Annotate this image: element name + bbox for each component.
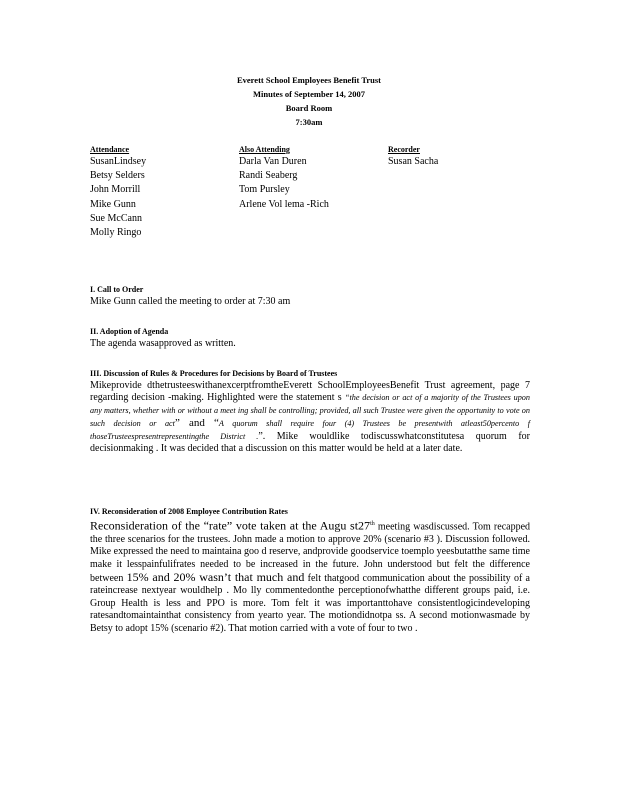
doc-time: 7:30am <box>295 117 323 127</box>
ordinal-suffix: th <box>370 521 375 527</box>
also-attending-heading: Also Attending <box>239 145 290 154</box>
section-body <box>90 518 530 635</box>
section-call-to-order <box>90 284 530 308</box>
attendance-name: Molly Ringo <box>90 227 142 239</box>
also-attending-name: Tom Pursley <box>239 184 290 196</box>
attendance-name: Sue McCann <box>90 212 142 224</box>
section-heading: II. Adoption of Agenda <box>90 327 169 336</box>
doc-location: Board Room <box>285 103 333 113</box>
recorder-name: Susan Sacha <box>388 156 439 167</box>
recorder-column <box>388 144 528 169</box>
also-attending-column <box>239 144 379 212</box>
doc-date: Minutes of September 14, 2007 <box>253 89 365 99</box>
attendance-name: SusanLindsey <box>90 156 147 167</box>
section-contribution-rates <box>90 506 530 635</box>
section-body <box>90 380 530 455</box>
doc-title: Everett School Employees Benefit Trust <box>236 75 381 85</box>
section-text: ”. Mike wouldlike todiscusswhatconstitutesa quorum for decisionmaking . It was decided that a discussion on this matter would be held at a later date. <box>90 430 530 455</box>
attendance-heading: Attendance <box>90 145 130 154</box>
section-heading: IV. Reconsideration of 2008 Employee Contribution Rates <box>90 507 288 516</box>
section-adoption-of-agenda <box>90 326 530 350</box>
also-attending-name: Arlene Vol lema -Rich <box>239 198 329 210</box>
section-body: The agenda wasapproved as written. <box>90 338 236 349</box>
section-text: Mikeprovide dthetrusteeswithanexcerptfromtheEverett SchoolEmployeesBenefit Trust agreement, page 7 regarding decision -making. Highlighted were the statement s <box>90 380 530 404</box>
section-body: Mike Gunn called the meeting to order at 7:30 am <box>90 296 291 307</box>
quote-connector: ” and “ <box>174 417 219 430</box>
trust-quote-quorum: A quorum shall require four (4) Trustees be presentwith atleast50percento f thoseTrusteespresentrepresentingthe District . <box>90 419 530 441</box>
section-lead: Reconsideration of the “rate” vote taken at the Augu st27 <box>90 518 371 533</box>
attendance-column <box>90 144 230 240</box>
also-attending-name: Darla Van Duren <box>239 156 307 167</box>
attendance-name: Mike Gunn <box>90 198 136 210</box>
section-text: felt thatgood communication about the possibility of a rateincrease nextyear wouldhelp . Mo lly commentedonthe perceptionofwhatthe different groups paid, i.e. Group Health is less and PPO is more. Tom felt it was importanttohave consistentlogicindeveloping ratesandtomaintainthat consistency from yearto year. The motiondidnotpa ss. A second motionwasmade by Betsy to adopt 15% (scenario #2). That motion carried with a vote of four to two . <box>90 572 530 634</box>
section-heading: I. Call to Order <box>90 285 144 294</box>
section-rules-procedures <box>90 368 530 455</box>
recorder-heading: Recorder <box>388 145 420 154</box>
section-emphasis: 15% and 20% wasn’t that much and <box>126 569 305 584</box>
section-heading: III. Discussion of Rules & Procedures for Decisions by Board of Trustees <box>90 369 338 378</box>
attendance-name: Betsy Selders <box>90 170 145 182</box>
trust-quote-majority: “the decision or act of a majority of the Trustees upon any matters, whether with or without a meet ing shall be controlling; provided, all such Trustee were given the opportunity to vote on such decision or act <box>90 393 530 429</box>
also-attending-name: Randi Seaberg <box>239 170 298 182</box>
attendance-name: John Morrill <box>90 184 141 196</box>
section-text: meeting wasdiscussed. Tom recapped the three scenarios for the trustees. John made a motion to approve 20% (scenario #3 ). Discussion followed. Mike expressed the need to maintaina goo d reserve, andprovide goodservice toemplo yeesbutatthe same time make it lesspainfulifrates needed to be increased in the future. John understood but felt the difference between <box>90 521 531 584</box>
